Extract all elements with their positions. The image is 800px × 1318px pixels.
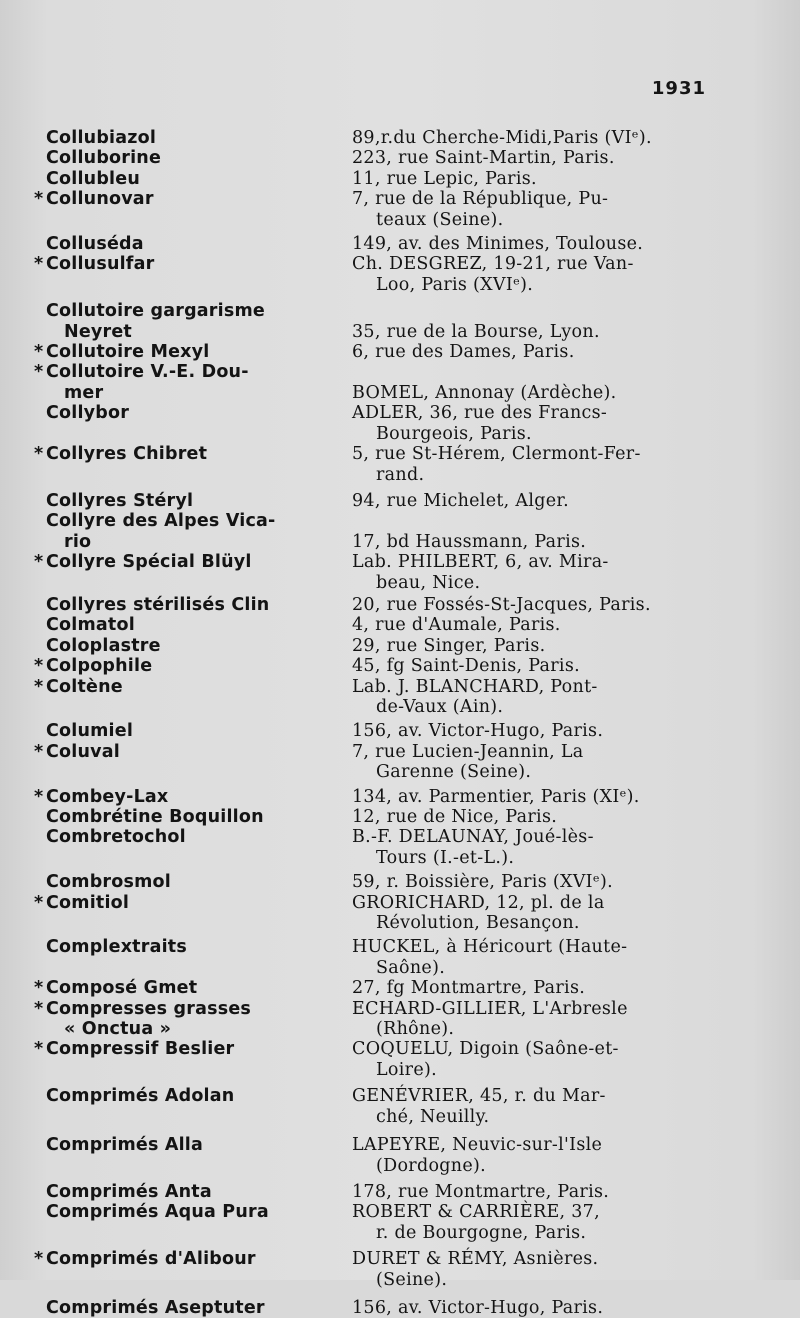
directory-entry [30,342,720,362]
product-name [30,148,330,168]
manufacturer-address [330,615,720,635]
product-name-line [30,552,330,572]
address-line: GRORICHARD, 12, pl. de la [352,892,605,913]
manufacturer-address [330,189,720,230]
product-name-line [30,342,330,362]
new-product-marker: * [34,892,44,913]
product-name-line [30,1086,330,1106]
product-name-text: Collusulfar [46,254,155,275]
product-name-line [30,383,330,403]
product-name-line [30,872,330,892]
product-name-text: Composé Gmet [46,978,198,999]
product-name-line [30,491,330,511]
address-line [352,511,720,531]
address-line: 94, rue Michelet, Alger. [352,490,570,511]
product-name-line [30,999,330,1019]
product-name-text: Collyres Chibret [46,444,208,465]
manufacturer-address [330,978,720,998]
address-line: Révolution, Besançon. [376,913,580,934]
product-name [30,787,330,807]
product-name-text: mer [64,382,104,403]
product-name-line [30,787,330,807]
address-line: 178, rue Montmartre, Paris. [352,1181,610,1202]
product-name [30,189,330,209]
address-line: rand. [376,464,425,485]
address-line: Ch. DESGREZ, 19-21, rue Van- [352,254,634,275]
directory-entry [30,999,720,1040]
product-name [30,937,330,957]
product-name-line [30,301,330,321]
product-name [30,999,330,1040]
product-name-line [30,1135,330,1155]
product-name-text: Combrosmol [46,872,171,893]
product-name-text: Collubleu [46,168,140,189]
manufacturer-address [330,128,720,148]
manufacturer-address [330,721,720,741]
product-name-text: Compresses grasses [46,998,252,1019]
directory-entry [30,148,720,168]
product-name [30,1039,330,1059]
address-line: COQUELU, Digoin (Saône-et- [352,1039,619,1060]
product-name-line [30,656,330,676]
manufacturer-address [330,552,720,593]
manufacturer-address [330,1182,720,1202]
address-line: 89,r.du Cherche-Midi,Paris (VIᵉ). [352,128,652,148]
product-name-line [30,937,330,957]
product-name-text: Columiel [46,721,134,742]
directory-entry [30,807,720,827]
product-name-text: Collyre des Alpes Vica- [46,511,276,532]
product-name [30,807,330,827]
product-name [30,234,330,254]
address-line: de-Vaux (Ain). [376,696,504,717]
manufacturer-address [330,656,720,676]
address-line: 20, rue Fossés-St-Jacques, Paris. [352,594,651,615]
product-name-text: rio [64,531,92,552]
directory-entry [30,254,720,295]
address-line: 6, rue des Dames, Paris. [352,342,575,363]
product-name [30,1135,330,1155]
new-product-marker: * [34,676,44,697]
address-line: Lab. PHILBERT, 6, av. Mira- [352,552,609,573]
address-line: ADLER, 36, rue des Francs- [352,403,608,424]
product-name-line [30,721,330,741]
product-name [30,169,330,189]
product-name [30,677,330,697]
product-name [30,827,330,847]
product-name-text: Comprimés Alla [46,1135,204,1156]
new-product-marker: * [34,656,44,677]
address-line: BOMEL, Annonay (Ardèche). [352,382,617,403]
manufacturer-address [330,872,720,892]
directory-entry [30,1039,720,1080]
address-line: 59, r. Boissière, Paris (XVIᵉ). [352,872,613,893]
address-line: Saône). [376,957,446,978]
manufacturer-address [330,234,720,254]
directory-entry [30,189,720,230]
manufacturer-address [330,362,720,403]
product-name [30,362,330,403]
product-name-line [30,1202,330,1222]
directory-entry [30,1086,720,1127]
address-line: Lab. J. BLANCHARD, Pont- [352,676,598,697]
new-product-marker: * [34,786,44,807]
product-name [30,128,330,148]
new-product-marker: * [34,444,44,465]
directory-entry [30,301,720,342]
product-name-text: Collunovar [46,189,154,210]
new-product-marker: * [34,552,44,573]
manufacturer-address [330,1202,720,1243]
manufacturer-address [330,999,720,1040]
address-line: 5, rue St-Hérem, Clermont-Fer- [352,444,641,465]
directory-entry [30,234,720,254]
product-name-text: Comitiol [46,892,130,913]
product-name [30,342,330,362]
directory-entry [30,721,720,741]
manufacturer-address [330,1135,720,1176]
product-name-text: Collyre Spécial Blüyl [46,552,252,573]
product-name-text: Colluborine [46,148,162,169]
manufacturer-address [330,1039,720,1080]
directory-entry [30,636,720,656]
directory-entry [30,511,720,552]
product-name [30,636,330,656]
manufacturer-address [330,893,720,934]
address-line [352,362,720,382]
directory-entry [30,169,720,189]
manufacturer-address [330,403,720,444]
new-product-marker: * [34,978,44,999]
product-name [30,742,330,762]
product-name [30,656,330,676]
address-line: B.-F. DELAUNAY, Joué-lès- [352,827,594,848]
product-name-line [30,807,330,827]
product-name [30,1182,330,1202]
product-name-line [30,978,330,998]
address-line: 134, av. Parmentier, Paris (XIᵉ). [352,786,640,807]
product-name-line [30,1298,330,1318]
manufacturer-address [330,1086,720,1127]
manufacturer-address [330,444,720,485]
manufacturer-address [330,937,720,978]
product-name [30,301,330,342]
product-name [30,615,330,635]
directory-entry [30,1182,720,1202]
directory-entry [30,893,720,934]
directory-entry [30,1135,720,1176]
address-line: 156, av. Victor-Hugo, Paris. [352,721,604,742]
new-product-marker: * [34,741,44,762]
new-product-marker: * [34,342,44,363]
address-line: beau, Nice. [376,572,481,593]
product-name-text: Collutoire gargarisme [46,301,265,322]
manufacturer-address [330,636,720,656]
address-line: Bourgeois, Paris. [376,423,532,444]
product-name-text: Comprimés Aqua Pura [46,1202,269,1223]
product-name-text: Neyret [64,321,132,342]
product-name-line [30,234,330,254]
manufacturer-address [330,742,720,783]
new-product-marker: * [34,1249,44,1270]
product-name [30,595,330,615]
manufacturer-address [330,677,720,718]
new-product-marker: * [34,189,44,210]
address-line: 149, av. des Minimes, Toulouse. [352,234,644,255]
product-name-line [30,403,330,423]
new-product-marker: * [34,254,44,275]
address-line: ché, Neuilly. [376,1106,490,1127]
product-name [30,1249,330,1269]
product-name-text: « Onctua » [64,1019,172,1040]
product-name-line [30,595,330,615]
product-name [30,491,330,511]
address-line: Loo, Paris (XVIᵉ). [376,274,534,295]
product-name-text: Coloplastre [46,635,161,656]
product-name-line [30,148,330,168]
manufacturer-address [330,787,720,807]
product-name-line [30,1249,330,1269]
directory-entry [30,403,720,444]
address-line: (Rhône). [376,1019,455,1040]
address-line: Loire). [376,1059,437,1080]
address-line: 27, fg Montmartre, Paris. [352,978,586,999]
manufacturer-address [330,169,720,189]
product-name [30,1202,330,1222]
product-name-line [30,827,330,847]
address-line: Tours (I.-et-L.). [376,847,515,868]
directory-entry [30,615,720,635]
product-name-text: Combey-Lax [46,786,169,807]
directory-entry [30,491,720,511]
address-line: 7, rue de la République, Pu- [352,189,609,210]
address-line: 35, rue de la Bourse, Lyon. [352,321,600,342]
product-name-line [30,636,330,656]
product-name [30,1086,330,1106]
product-name-line [30,254,330,274]
directory-entry [30,937,720,978]
product-name-line [30,189,330,209]
address-line: 17, bd Haussmann, Paris. [352,531,587,552]
product-name-text: Colpophile [46,656,153,677]
product-name [30,978,330,998]
product-name-text: Collyres Stéryl [46,490,194,511]
address-line: ROBERT & CARRIÈRE, 37, [352,1202,600,1223]
entries-list [30,128,720,1318]
product-name-text: Coltène [46,676,123,697]
manufacturer-address [330,1298,720,1318]
directory-entry [30,128,720,148]
product-name-line [30,511,330,531]
address-line: LAPEYRE, Neuvic-sur-l'Isle [352,1135,603,1156]
product-name [30,872,330,892]
directory-entry [30,656,720,676]
address-line: r. de Bourgogne, Paris. [376,1222,587,1243]
product-name-text: Comprimés d'Alibour [46,1249,256,1270]
directory-entry [30,978,720,998]
product-name-text: Comprimés Adolan [46,1086,235,1107]
address-line: DURET & RÉMY, Asnières. [352,1249,599,1270]
product-name-text: Collutoire V.-E. Dou- [46,362,249,383]
product-name-text: Comprimés Anta [46,1181,212,1202]
address-line: ECHARD-GILLIER, L'Arbresle [352,998,628,1019]
product-name [30,1298,330,1318]
directory-entry [30,677,720,718]
product-name-line [30,1182,330,1202]
address-line: 45, fg Saint-Denis, Paris. [352,656,580,677]
manufacturer-address [330,807,720,827]
directory-entry [30,742,720,783]
directory-entry [30,872,720,892]
address-line: teaux (Seine). [376,209,504,230]
product-name-text: Combretochol [46,827,186,848]
product-name-line [30,444,330,464]
product-name-line [30,893,330,913]
directory-entry [30,827,720,868]
page-number: 1931 [651,78,706,99]
address-line: HUCKEL, à Héricourt (Haute- [352,937,628,958]
product-name-text: Collybor [46,403,130,424]
directory-entry [30,444,720,485]
product-name-line [30,362,330,382]
product-name-text: Collyres stérilisés Clin [46,594,270,615]
product-name-text: Comprimés Aseptuter [46,1297,265,1318]
product-name-text: Coluval [46,741,120,762]
product-name-text: Collutoire Mexyl [46,342,210,363]
product-name-text: Complextraits [46,937,187,958]
product-name-text: Collubiazol [46,128,157,148]
address-line: 223, rue Saint-Martin, Paris. [352,148,615,169]
product-name-line [30,742,330,762]
address-line: 29, rue Singer, Paris. [352,635,546,656]
manufacturer-address [330,511,720,552]
manufacturer-address [330,254,720,295]
product-name-line [30,1039,330,1059]
product-name [30,403,330,423]
manufacturer-address [330,301,720,342]
manufacturer-address [330,148,720,168]
address-line: GENÉVRIER, 45, r. du Mar- [352,1086,606,1107]
address-line: 156, av. Victor-Hugo, Paris. [352,1297,604,1318]
manufacturer-address [330,1249,720,1290]
directory-entry [30,1249,720,1290]
new-product-marker: * [34,998,44,1019]
manufacturer-address [330,595,720,615]
product-name [30,721,330,741]
manufacturer-address [330,342,720,362]
product-name [30,444,330,464]
address-line: 7, rue Lucien-Jeannin, La [352,741,584,762]
address-line: (Dordogne). [376,1155,487,1176]
directory-entry [30,1202,720,1243]
product-name-line [30,1019,330,1039]
product-name-line [30,169,330,189]
directory-entry [30,595,720,615]
product-name-text: Combrétine Boquillon [46,807,264,827]
product-name [30,511,330,552]
address-line: 12, rue de Nice, Paris. [352,807,558,827]
address-line: 4, rue d'Aumale, Paris. [352,615,561,636]
product-name-line [30,128,330,148]
directory-entry [30,362,720,403]
directory-entry [30,787,720,807]
product-name [30,254,330,274]
address-line: 11, rue Lepic, Paris. [352,168,537,189]
product-name-line [30,322,330,342]
directory-entry [30,1298,720,1318]
new-product-marker: * [34,1039,44,1060]
product-name [30,893,330,913]
address-line [352,301,720,321]
product-name-text: Compressif Beslier [46,1039,235,1060]
product-name-text: Colluséda [46,234,144,255]
product-name-text: Colmatol [46,615,135,636]
new-product-marker: * [34,362,44,383]
manufacturer-address [330,491,720,511]
product-name-line [30,677,330,697]
address-line: Garenne (Seine). [376,762,532,783]
product-name [30,552,330,572]
product-name-line [30,615,330,635]
address-line: (Seine). [376,1269,448,1290]
product-name-line [30,532,330,552]
directory-entry [30,552,720,593]
manufacturer-address [330,827,720,868]
